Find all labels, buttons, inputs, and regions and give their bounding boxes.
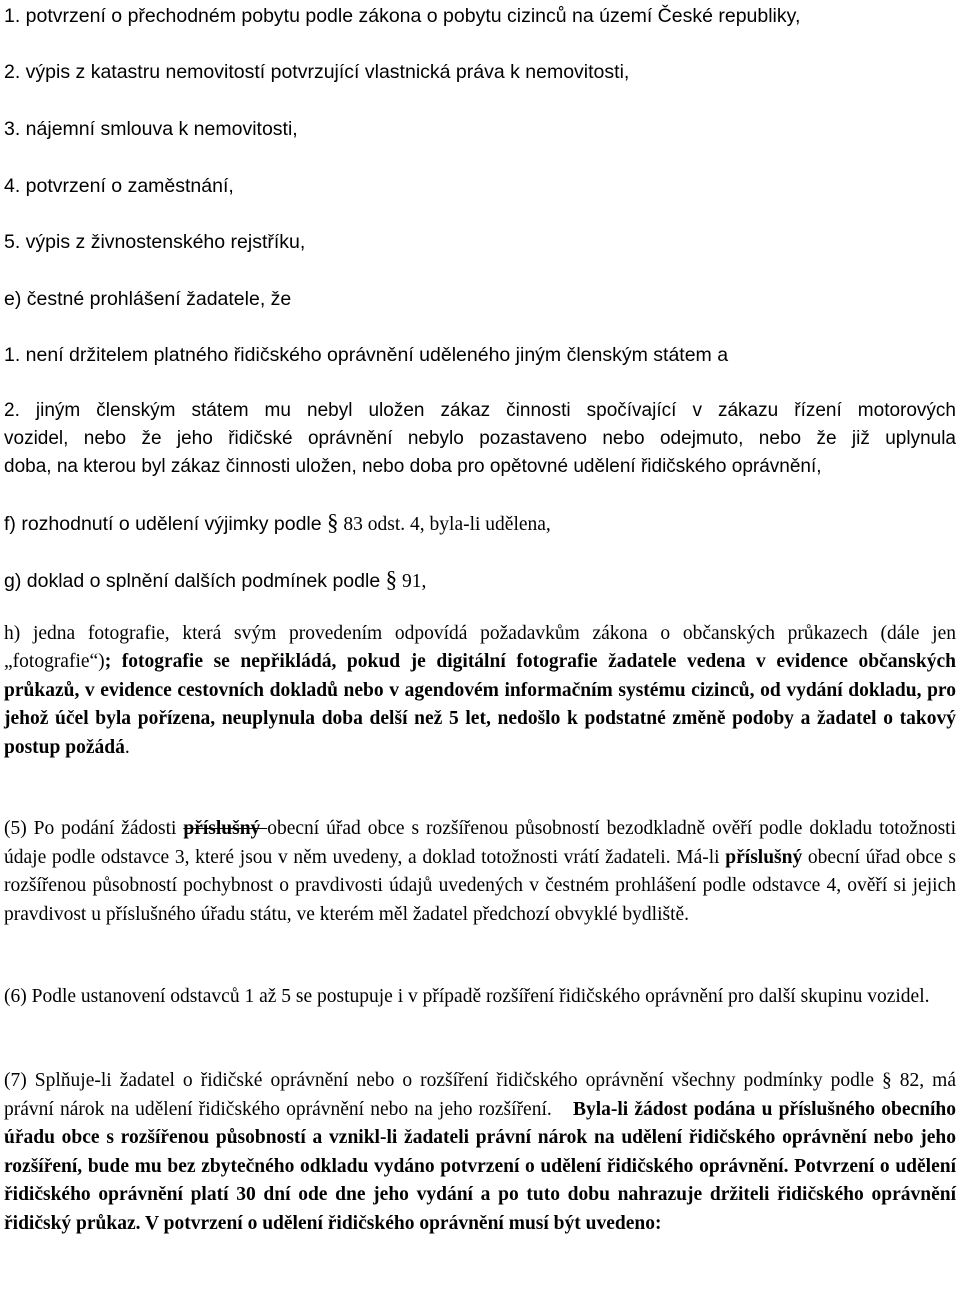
item-h-photo — [4, 620, 956, 762]
item-h-bold: ; fotografie se nepřikládá, pokud je digitální fotografie žadatele vedena v evidence občanských průkazů, v evidence cestovních dokladů nebo v agendovém informačním systému cizinců, od vydání dokladu, pro jehož účel byla pořízena, neuplynula doba delší než 5 let, nedošlo k podstatné změně podoby a žadatel o takový postup požádá — [4, 651, 956, 758]
p5-struck-word: příslušný — [183, 818, 268, 839]
item-h-text: h) jedna fotografie, která svým provedením odpovídá požadavkům zákona o občanských průkazech (dále jen „fotografie“) — [4, 623, 956, 673]
paragraph-7 — [4, 1067, 956, 1238]
item-g-ref: 91, — [397, 571, 427, 592]
p5-text-1: (5) Po podání žádosti — [4, 818, 184, 839]
p5-text-2: obecní úřad obce s rozšířenou působností bezodkladně ověří podle dokladu totožnosti údaje podle odstavce 3, které jsou v něm uvedeny, a doklad totožnosti vrátí žadateli. Má-li — [4, 818, 957, 868]
p7-bold: Byla-li žádost podána u příslušného obecního úřadu obce s rozšířenou působností a vznikl-li žadateli právní nárok na udělení řidičského oprávnění nebo jeho rozšíření, bude mu bez zbytečného odkladu vydáno potvrzení o udělení řidičského oprávnění. Potvrzení o udělení řidičského oprávnění platí 30 dní ode dne jeho vydání a po tuto dobu nahrazuje držiteli řidičského oprávnění řidičský průkaz. V potvrzení o udělení řidičského oprávnění musí být uvedeno: — [4, 1098, 956, 1234]
section-sign: § — [327, 510, 339, 535]
list-item-residence-permit: 1. potvrzení o přechodném pobytu podle zákona o pobytu cizinců na území České republiky, — [4, 5, 801, 27]
list-item-employment: 4. potvrzení o zaměstnání, — [4, 175, 234, 197]
item-g-text: g) doklad o splnění dalších podmínek podle — [4, 570, 386, 592]
p5-bold-word: příslušný — [725, 846, 803, 868]
list-item-no-ban-line3: doba, na kterou byl zákaz činnosti uložen, nebo doba pro opětovné udělení řidičského oprávnění, — [4, 456, 822, 477]
item-g-conditions — [4, 566, 426, 596]
item-f-text: f) rozhodnutí o udělení výjimky podle — [4, 513, 328, 535]
list-item-trade-register: 5. výpis z živnostenského rejstříku, — [4, 231, 306, 253]
list-item-no-ban-line2: vozidel, nebo že jeho řidičské oprávnění nebylo pozastaveno nebo odejmuto, nebo že již uplynula — [4, 428, 956, 449]
paragraph-6: (6) Podle ustanovení odstavců 1 až 5 se postupuje i v případě rozšíření řidičského oprávnění pro další skupinu vozidel. — [4, 986, 930, 1007]
item-h-end: . — [124, 736, 130, 758]
list-item-no-ban-line1: 2. jiným členským státem mu nebyl uložen zákaz činnosti spočívající v zákazu řízení motorových — [4, 400, 956, 421]
paragraph-5 — [4, 815, 956, 929]
p5-text-3: obecní úřad obce s rozšířenou působností pochybnost o pravdivosti údajů uvedených v čestném prohlášení podle odstavce 4, ověří si jejich pravdivost u příslušného úřadu státu, ve kterém měl žadatel předchozí obvyklé bydliště. — [4, 846, 956, 925]
list-item-declaration: e) čestné prohlášení žadatele, že — [4, 288, 292, 310]
list-item-no-license: 1. není držitelem platného řidičského oprávnění uděleného jiným členským státem a — [4, 344, 729, 366]
list-item-lease: 3. nájemní smlouva k nemovitosti, — [4, 118, 298, 140]
item-f-ref: 83 odst. 4, byla-li udělena, — [338, 514, 551, 535]
section-sign: § — [385, 567, 398, 592]
item-f-exemption — [4, 509, 551, 539]
list-item-cadastre-extract: 2. výpis z katastru nemovitostí potvrzující vlastnická práva k nemovitosti, — [4, 61, 630, 83]
p7-text: (7) Splňuje-li žadatel o řidičské oprávnění nebo o rozšíření řidičského oprávnění všechny podmínky podle § 82, má právní nárok na udělení řidičského oprávnění nebo na jeho rozšíření. — [4, 1070, 956, 1120]
